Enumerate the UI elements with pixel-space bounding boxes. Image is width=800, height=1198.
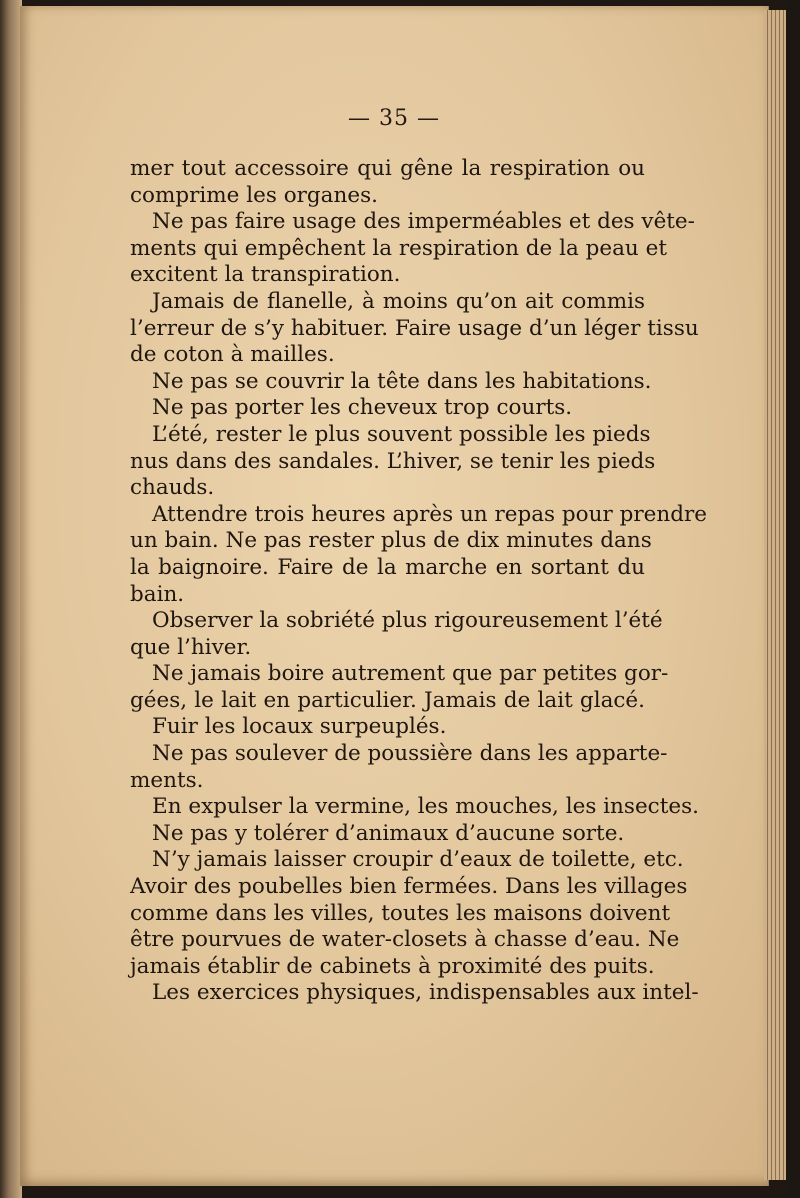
right-page-edges bbox=[764, 10, 787, 1180]
text-line: Ne jamais boire autrement que par petites gor- bbox=[152, 661, 669, 687]
text-line: chauds. bbox=[130, 475, 215, 501]
text-line: ments qui empêchent la respiration de la peau et bbox=[130, 235, 667, 261]
text-line: En expulser la vermine, les mouches, les insectes. bbox=[152, 794, 699, 820]
text-line: Jamais de flanelle, à moins qu’on ait commis bbox=[152, 288, 645, 314]
text-line: Ne pas soulever de poussière dans les apparte- bbox=[152, 741, 668, 767]
text-line: de coton à mailles. bbox=[130, 342, 335, 368]
text-line: Attendre trois heures après un repas pour prendre bbox=[152, 501, 707, 527]
text-line: Observer la sobriété plus rigoureusement l’été bbox=[152, 608, 663, 634]
text-line: Avoir des poubelles bien fermées. Dans les villages bbox=[130, 874, 688, 900]
text-line: comme dans les villes, toutes les maisons doivent bbox=[130, 900, 671, 926]
scan-background-strip bbox=[786, 0, 800, 1198]
text-line: Les exercices physiques, indispensables aux intel- bbox=[152, 980, 699, 1006]
book-page bbox=[20, 6, 769, 1186]
text-line: nus dans des sandales. L’hiver, se tenir les pieds bbox=[130, 448, 656, 474]
text-line: excitent la transpiration. bbox=[130, 262, 401, 288]
text-line: Ne pas faire usage des imperméables et des vête- bbox=[152, 209, 695, 235]
page-number: — 35 — bbox=[348, 106, 440, 131]
text-line: mer tout accessoire qui gêne la respiration ou bbox=[130, 156, 645, 181]
text-line: jamais établir de cabinets à proximité des puits. bbox=[130, 953, 655, 979]
text-line: Ne pas y tolérer d’animaux d’aucune sorte. bbox=[152, 820, 625, 846]
left-binding-edge bbox=[0, 0, 22, 1198]
text-line: L’été, rester le plus souvent possible les pieds bbox=[152, 421, 651, 447]
text-line: N’y jamais laisser croupir d’eaux de toilette, etc. bbox=[152, 847, 684, 873]
body-text bbox=[130, 156, 707, 1007]
text-line: bain. bbox=[130, 581, 185, 607]
text-line: que l’hiver. bbox=[130, 634, 252, 660]
text-line: comprime les organes. bbox=[130, 182, 378, 208]
text-line: ments. bbox=[130, 767, 204, 793]
text-line: l’erreur de s’y habituer. Faire usage d’un léger tissu bbox=[130, 315, 699, 341]
text-line: Ne pas porter les cheveux trop courts. bbox=[152, 395, 573, 421]
text-line: un bain. Ne pas rester plus de dix minutes dans bbox=[130, 528, 652, 554]
text-line: Fuir les locaux surpeuplés. bbox=[152, 714, 447, 740]
text-line: être pourvues de water-closets à chasse d’eau. Ne bbox=[130, 927, 680, 953]
text-line: la baignoire. Faire de la marche en sortant du bbox=[130, 554, 645, 580]
text-line: Ne pas se couvrir la tête dans les habitations. bbox=[152, 368, 652, 394]
text-line: gées, le lait en particulier. Jamais de lait glacé. bbox=[130, 687, 645, 713]
